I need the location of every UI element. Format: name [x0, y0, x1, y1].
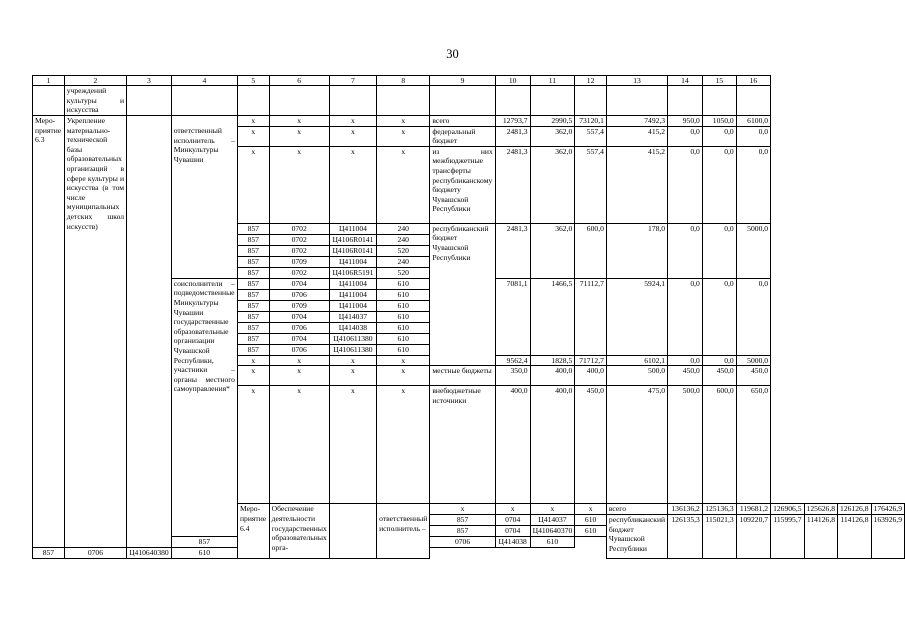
source-cell: республиканский бюджет Чувашской Республики [430, 223, 495, 366]
value-cell: 5000,0 [736, 223, 770, 278]
code-cell: Ц4106R0141 [329, 245, 376, 256]
code-cell: x [237, 366, 269, 386]
code-cell: Ц411004 [329, 278, 376, 289]
code-cell: 857 [237, 234, 269, 245]
column-number: 16 [736, 76, 770, 86]
code-cell: 610 [377, 322, 430, 333]
measure-label: Меро-приятие 6.3 [33, 116, 65, 548]
column-number: 1 [33, 76, 65, 86]
value-cell: 1828,5 [530, 355, 575, 366]
column-number: 11 [530, 76, 575, 86]
code-cell: x [575, 504, 607, 515]
code-cell: 857 [171, 536, 237, 547]
code-cell: x [377, 126, 430, 146]
value-cell: 0,0 [668, 355, 703, 366]
code-cell: 0704 [495, 514, 530, 525]
coexecutors-cell: соисполнители – подведомственные Минкультуры Чувашии государственные образовательные организации Чувашской Республики, участники – органы местного самоуправления* [171, 278, 237, 536]
code-cell: 0704 [495, 525, 530, 536]
value-cell: 0,0 [702, 278, 736, 355]
code-cell: 610 [575, 525, 607, 536]
code-cell: 857 [237, 245, 269, 256]
table-cell [329, 86, 376, 116]
code-cell: x [329, 126, 376, 146]
value-cell: 5000,0 [736, 355, 770, 366]
table-cell [127, 116, 172, 548]
value-cell: 415,2 [606, 146, 667, 223]
value-cell: 557,4 [575, 126, 607, 146]
code-cell: 857 [237, 333, 269, 344]
column-number: 9 [430, 76, 495, 86]
table-cell [377, 86, 430, 116]
code-cell: x [237, 386, 269, 504]
code-cell: Ц410640380 [127, 547, 172, 558]
code-cell: Ц414038 [329, 322, 376, 333]
column-number: 10 [495, 76, 530, 86]
code-cell: x [237, 126, 269, 146]
code-cell: x [329, 116, 376, 127]
code-cell: Ц411004 [329, 300, 376, 311]
value-cell: 650,0 [736, 386, 770, 504]
value-cell: 125136,3 [702, 504, 736, 515]
code-cell: 0702 [269, 234, 329, 245]
code-cell: Ц411004 [329, 256, 376, 267]
column-number: 3 [127, 76, 172, 86]
code-cell: 610 [377, 278, 430, 289]
column-number: 15 [702, 76, 736, 86]
code-cell: 610 [377, 333, 430, 344]
value-cell: 450,0 [702, 366, 736, 386]
code-cell: Ц4106R0141 [329, 234, 376, 245]
value-cell: 400,0 [575, 366, 607, 386]
source-cell: республиканский бюджет Чувашской Республики [606, 514, 667, 558]
value-cell: 362,0 [530, 146, 575, 223]
code-cell: x [377, 386, 430, 504]
code-cell: 857 [237, 300, 269, 311]
code-cell: x [377, 146, 430, 223]
code-cell: 520 [377, 245, 430, 256]
source-cell: всего [606, 504, 667, 515]
code-cell: x [237, 355, 269, 366]
budget-table [32, 75, 905, 559]
responsible-cell: ответственный исполнитель – Минкультуры Чувашии [171, 126, 237, 278]
value-cell: 136136,2 [668, 504, 703, 515]
value-cell: 600,0 [575, 223, 607, 278]
code-cell: 0704 [269, 278, 329, 289]
code-cell: 857 [237, 289, 269, 300]
code-cell: 0706 [64, 547, 126, 558]
code-cell: 0704 [269, 333, 329, 344]
code-cell: x [269, 126, 329, 146]
column-number: 4 [171, 76, 237, 86]
value-cell: 7492,3 [606, 116, 667, 127]
code-cell: 610 [377, 300, 430, 311]
code-cell: x [329, 146, 376, 223]
table-cell [530, 86, 575, 116]
value-cell: 109220,7 [736, 514, 770, 558]
page-number: 30 [446, 47, 459, 61]
value-cell: 114126,8 [804, 514, 837, 558]
value-cell: 0,0 [702, 355, 736, 366]
value-cell: 71712,7 [575, 355, 607, 366]
table-cell [269, 86, 329, 116]
value-cell: 362,0 [530, 223, 575, 278]
code-cell: 857 [237, 223, 269, 234]
value-cell: 5924,1 [606, 278, 667, 355]
code-cell: x [237, 116, 269, 127]
value-cell: 2481,3 [495, 146, 530, 223]
code-cell: 0702 [269, 245, 329, 256]
table-cell [702, 86, 736, 116]
code-cell: 857 [237, 256, 269, 267]
source-cell: внебюджетные источники [430, 386, 495, 504]
value-cell: 450,0 [736, 366, 770, 386]
value-cell: 450,0 [668, 366, 703, 386]
value-cell: 475,0 [606, 386, 667, 504]
table-cell [171, 116, 237, 127]
value-cell: 557,4 [575, 146, 607, 223]
value-cell: 73120,1 [575, 116, 607, 127]
value-cell: 0,0 [668, 126, 703, 146]
measure-description: Укрепление материально-технической базы образовательных организаций в сфере культуры и искусства (в том числе муниципальных детских школ искусств) [64, 116, 126, 548]
value-cell: 9562,4 [495, 355, 530, 366]
value-cell: 450,0 [575, 386, 607, 504]
value-cell: 0,0 [668, 223, 703, 278]
code-cell: x [269, 146, 329, 223]
column-number: 12 [575, 76, 607, 86]
responsible-cell: ответственный исполнитель – [377, 514, 430, 558]
value-cell: 415,2 [606, 126, 667, 146]
code-cell: 0702 [269, 267, 329, 278]
code-cell: 0702 [269, 223, 329, 234]
table-cell [430, 86, 495, 116]
value-cell: 0,0 [702, 223, 736, 278]
value-cell: 163926,9 [871, 514, 904, 558]
code-cell: Ц414037 [530, 514, 575, 525]
code-cell: 857 [33, 547, 65, 558]
code-cell: 0709 [269, 300, 329, 311]
code-cell: 240 [377, 223, 430, 234]
code-cell: 610 [377, 289, 430, 300]
source-cell: из них межбюджетные трансферты республиканскому бюджету Чувашской Республики [430, 146, 495, 223]
value-cell: 126906,5 [771, 504, 804, 515]
column-number: 7 [329, 76, 376, 86]
column-number: 2 [64, 76, 126, 86]
value-cell: 500,0 [606, 366, 667, 386]
code-cell: 0706 [269, 322, 329, 333]
code-cell: x [329, 355, 376, 366]
code-cell: 0706 [269, 344, 329, 355]
column-number: 5 [237, 76, 269, 86]
code-cell: 857 [237, 322, 269, 333]
code-cell: Ц410611380 [329, 344, 376, 355]
code-cell: x [530, 504, 575, 515]
value-cell: 0,0 [736, 126, 770, 146]
value-cell: 6100,0 [736, 116, 770, 127]
value-cell: 125626,8 [804, 504, 837, 515]
table-cell [736, 86, 770, 116]
code-cell: 857 [430, 525, 495, 536]
table-cell [606, 86, 667, 116]
value-cell: 178,0 [606, 223, 667, 278]
value-cell: 2481,3 [495, 126, 530, 146]
value-cell: 0,0 [702, 146, 736, 223]
column-number: 13 [606, 76, 667, 86]
code-cell: Ц414038 [495, 536, 530, 547]
value-cell: 119681,2 [736, 504, 770, 515]
value-cell: 71112,7 [575, 278, 607, 355]
table-cell [575, 86, 607, 116]
value-cell: 1050,0 [702, 116, 736, 127]
value-cell: 2990,5 [530, 116, 575, 127]
code-cell: 610 [377, 311, 430, 322]
value-cell: 0,0 [736, 146, 770, 223]
code-cell: 857 [237, 344, 269, 355]
code-cell: 610 [530, 536, 575, 547]
source-cell: всего [430, 116, 495, 127]
code-cell: x [329, 366, 376, 386]
code-cell: x [269, 366, 329, 386]
code-cell: 240 [377, 256, 430, 267]
table-cell [33, 86, 65, 116]
code-cell: 520 [377, 267, 430, 278]
code-cell: 857 [237, 267, 269, 278]
code-cell: 0704 [269, 311, 329, 322]
code-cell: Ц410611380 [329, 333, 376, 344]
code-cell: Ц414037 [329, 311, 376, 322]
code-cell: x [495, 504, 530, 515]
code-cell: 857 [237, 278, 269, 289]
value-cell: 12793,7 [495, 116, 530, 127]
code-cell: Ц410640370 [530, 525, 575, 536]
table-cell [171, 86, 237, 116]
value-cell: 115021,3 [702, 514, 736, 558]
value-cell: 0,0 [668, 146, 703, 223]
table-cell [329, 504, 376, 559]
code-cell: 610 [171, 547, 237, 558]
code-cell: 857 [430, 514, 495, 525]
source-cell: местные бюджеты [430, 366, 495, 386]
value-cell: 350,0 [495, 366, 530, 386]
table-cell [127, 86, 172, 116]
value-cell: 6102,1 [606, 355, 667, 366]
code-cell: 0709 [269, 256, 329, 267]
value-cell: 500,0 [668, 386, 703, 504]
code-cell: x [377, 355, 430, 366]
value-cell: 126135,3 [668, 514, 703, 558]
code-cell: 610 [575, 514, 607, 525]
measure-label: Меро-приятие 6.4 [237, 504, 269, 559]
value-cell: 1466,5 [530, 278, 575, 355]
column-number: 6 [269, 76, 329, 86]
value-cell: 400,0 [530, 366, 575, 386]
table-cell [237, 86, 269, 116]
description-cell: учреждений культуры и искусства [64, 86, 126, 116]
table-cell [495, 86, 530, 116]
table-cell [377, 504, 430, 515]
value-cell: 362,0 [530, 126, 575, 146]
code-cell: x [377, 366, 430, 386]
code-cell: Ц411004 [329, 223, 376, 234]
value-cell: 126126,8 [838, 504, 871, 515]
column-number: 14 [668, 76, 703, 86]
value-cell: 2481,3 [495, 223, 530, 278]
value-cell: 400,0 [495, 386, 530, 504]
code-cell: 610 [377, 344, 430, 355]
value-cell: 0,0 [736, 278, 770, 355]
value-cell: 0,0 [702, 126, 736, 146]
code-cell: Ц411004 [329, 289, 376, 300]
value-cell: 0,0 [668, 278, 703, 355]
code-cell: 857 [237, 311, 269, 322]
column-number: 8 [377, 76, 430, 86]
code-cell: 0706 [269, 289, 329, 300]
code-cell: x [329, 386, 376, 504]
code-cell: x [377, 116, 430, 127]
code-cell: x [430, 504, 495, 515]
code-cell: x [269, 355, 329, 366]
code-cell: x [269, 386, 329, 504]
value-cell: 950,0 [668, 116, 703, 127]
code-cell: x [269, 116, 329, 127]
measure-description: Обеспечение деятельности государственных образовательных орга- [269, 504, 329, 559]
table-cell [668, 86, 703, 116]
value-cell: 400,0 [530, 386, 575, 504]
value-cell: 176426,9 [871, 504, 904, 515]
value-cell: 115995,7 [771, 514, 804, 558]
code-cell: 240 [377, 234, 430, 245]
value-cell: 7081,1 [495, 278, 530, 355]
value-cell: 114126,8 [838, 514, 871, 558]
source-cell: федеральный бюджет [430, 126, 495, 146]
value-cell: 600,0 [702, 386, 736, 504]
code-cell: 0706 [430, 536, 495, 547]
code-cell: Ц4106R5191 [329, 267, 376, 278]
code-cell: x [237, 146, 269, 223]
